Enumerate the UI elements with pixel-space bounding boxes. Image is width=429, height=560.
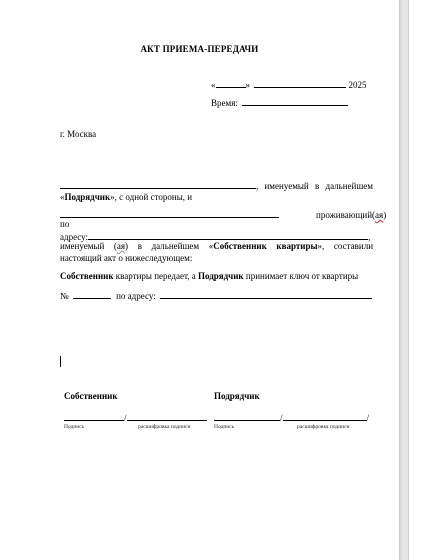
- para1-line1: [60, 179, 373, 191]
- residing-close: ): [383, 210, 387, 220]
- in-further-text: в дальнейшем «: [137, 241, 214, 251]
- compose-text: », составили: [317, 241, 374, 251]
- owner-slash: /: [124, 413, 127, 423]
- para1-rest: », с одной стороны, и: [110, 192, 193, 202]
- contractor-slash: /: [280, 413, 283, 423]
- contractor-decode-blank[interactable]: [283, 411, 367, 421]
- time-line: [211, 96, 348, 108]
- contractor-sign-caption: Подпись: [214, 424, 235, 430]
- month-blank[interactable]: [254, 78, 346, 88]
- owner-decode-blank[interactable]: [127, 411, 207, 421]
- owner-sign-blank[interactable]: [64, 411, 124, 421]
- quote-open: «: [60, 192, 65, 202]
- text-cursor: [60, 356, 61, 367]
- sig-owner-label: Собственник: [64, 391, 118, 401]
- next-page-edge: [408, 0, 429, 560]
- residing-text: проживающий(: [316, 210, 376, 220]
- city: г. Москва: [60, 129, 97, 139]
- para4-address-label: по адресу:: [116, 291, 156, 301]
- po-word: по: [60, 219, 70, 229]
- para3-owner: Собственник: [60, 271, 114, 281]
- para2-line1: [60, 208, 387, 220]
- contractor-sign-blank[interactable]: [214, 411, 280, 421]
- para4: [60, 289, 372, 301]
- named-close: ): [125, 241, 129, 251]
- document-title: АКТ ПРИЕМА-ПЕРЕДАЧИ: [140, 44, 259, 54]
- owner-decode-caption: расшифровка подписи: [138, 424, 191, 430]
- para3-end: принимает ключ от квартиры: [243, 271, 359, 281]
- sig-contractor-label: Подрядчик: [214, 391, 260, 401]
- number-blank[interactable]: [73, 289, 111, 299]
- para3-mid: квартиры передает, а: [113, 271, 198, 281]
- day-blank[interactable]: [216, 78, 246, 88]
- spell-aya: ая: [375, 210, 384, 220]
- address-line: адресу: ,: [60, 232, 371, 242]
- date-line: [211, 78, 367, 90]
- owner-sign-caption: Подпись: [64, 424, 85, 430]
- date-open-quote: «: [211, 80, 216, 90]
- party2-name-blank[interactable]: [60, 208, 279, 218]
- address-label: адресу:: [60, 232, 89, 242]
- party1-name-blank[interactable]: [60, 179, 256, 189]
- owner-term: Собственник квартиры: [213, 241, 318, 251]
- number-sign: №: [60, 291, 69, 301]
- time-blank[interactable]: [242, 96, 348, 106]
- address-blank[interactable]: [88, 230, 368, 240]
- sig-contractor-lines: [214, 411, 369, 423]
- contractor-slash-end: /: [366, 413, 370, 423]
- para3-contractor: Подрядчик: [197, 271, 244, 281]
- contractor-term: Подрядчик: [64, 192, 111, 202]
- sig-owner-lines: [64, 411, 207, 423]
- named-aya: ая: [116, 241, 126, 251]
- date-close-quote: »: [245, 80, 250, 90]
- para4-address-blank[interactable]: [160, 289, 372, 299]
- para1-tail: , именуемый в дальнейшем: [256, 181, 373, 191]
- contractor-decode-caption: расшифровка подписи: [297, 424, 350, 430]
- para1-line2: [60, 192, 192, 202]
- time-label: Время:: [211, 98, 238, 108]
- date-year: 2025: [348, 80, 367, 90]
- para2-line4: [60, 241, 373, 251]
- named-text: именуемый (: [60, 241, 117, 251]
- act-line: настоящий акт о нижеследующем:: [60, 253, 193, 263]
- para3: [60, 271, 358, 281]
